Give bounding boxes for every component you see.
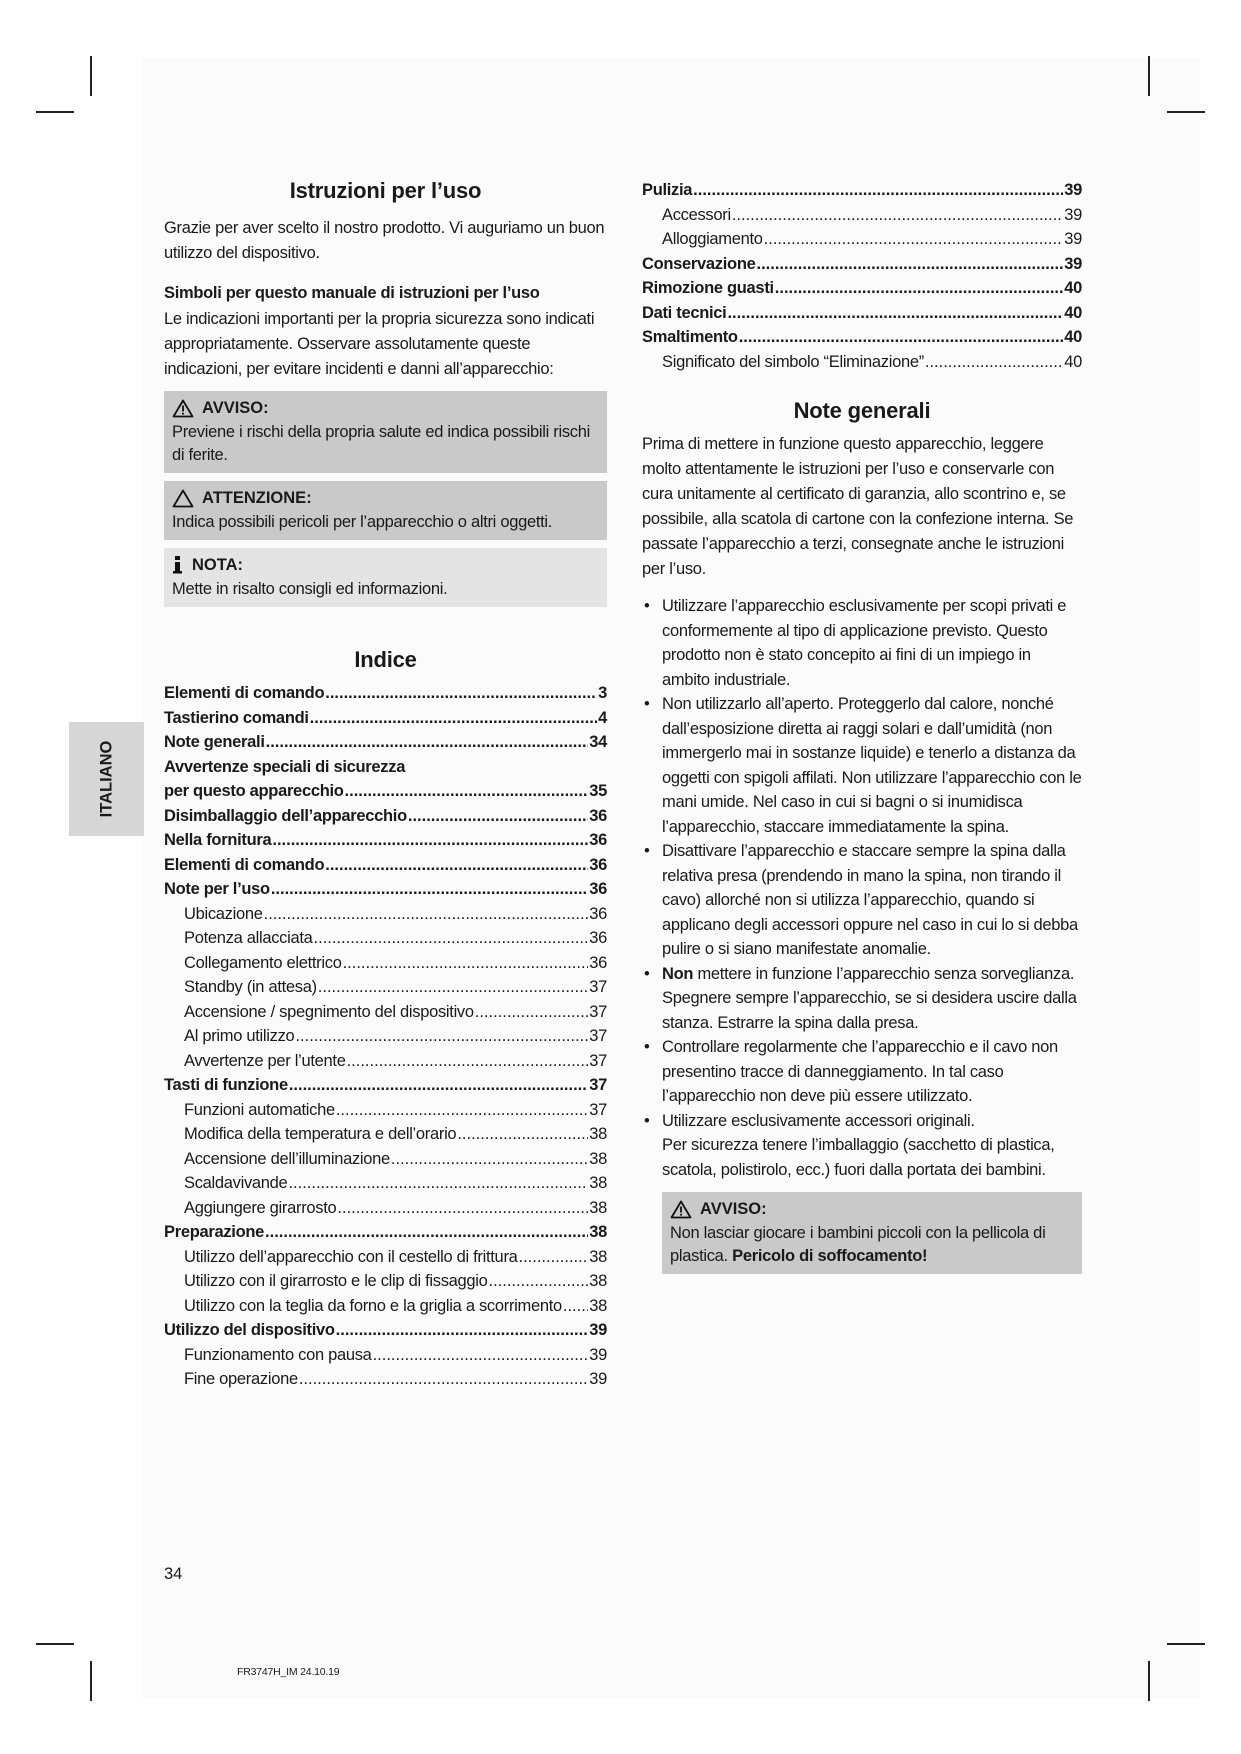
crop-mark: [90, 1661, 92, 1701]
crop-mark: [36, 1643, 74, 1645]
toc-entry-page: 39: [589, 1345, 607, 1364]
toc-entry: [164, 1269, 607, 1294]
toc-entry: [642, 227, 1082, 252]
toc-entry-page: 39: [1064, 230, 1082, 248]
toc-entry-label: Scaldavivande: [184, 1174, 288, 1192]
toc-leader-dots: [727, 301, 1063, 326]
toc-entry: [642, 325, 1082, 350]
toc-leader-dots: [337, 1196, 588, 1221]
toc-entry-page: 37: [589, 1100, 607, 1119]
note-box-head: [172, 552, 599, 578]
toc-leader-dots: [475, 1000, 588, 1025]
table-of-contents: [164, 681, 607, 1392]
toc-entry-label: Potenza allacciata: [184, 929, 313, 947]
toc-entry-page: 38: [589, 1125, 607, 1143]
list-item: • Controllare regolarmente che l’apparecchio e il cavo non presentino tracce di danneggiamento. In tal caso l’apparecchio non deve più essere utilizzato.: [642, 1035, 1082, 1109]
toc-entry-page: 4: [598, 708, 607, 727]
table-of-contents-continued: [642, 178, 1082, 374]
left-column: [164, 178, 607, 1392]
toc-entry-label: Elementi di comando: [164, 855, 325, 874]
toc-entry-page: 38: [589, 1272, 607, 1290]
warning-label: AVVISO:: [202, 399, 269, 417]
toc-leader-dots: [756, 252, 1063, 277]
toc-leader-dots: [264, 902, 589, 927]
toc-leader-dots: [265, 1220, 588, 1245]
toc-leader-dots: [299, 1367, 588, 1392]
warning-box-head: [172, 395, 599, 421]
toc-entry-page: 38: [589, 1174, 607, 1192]
toc-entry: [164, 730, 607, 755]
toc-entry: [164, 1367, 607, 1392]
toc-leader-dots: [373, 1343, 589, 1368]
toc-entry-label: Tasti di funzione: [164, 1076, 288, 1094]
toc-entry: [164, 755, 607, 780]
toc-entry-page: 38: [589, 1247, 607, 1266]
toc-entry: [164, 951, 607, 976]
crop-mark: [1148, 1661, 1150, 1701]
general-notes-text: Prima di mettere in funzione questo apparecchio, leggere molto attentamente le istruzioni per l’uso e conservarle con cura unitamente al certificato di garanzia, allo scontrino e, se possibile, alla scatola di cartone con la confezione interna. Se passate l’apparecchio a terzi, consegnate anche le istruzioni per l’uso.: [642, 435, 1074, 578]
toc-entry: [642, 350, 1082, 375]
symbols-text: Le indicazioni importanti per la propria sicurezza sono indicati appropriatamente. Osservare assolutamente queste indicazioni, per evitare incidenti e danni all’apparecchio:: [164, 310, 595, 378]
toc-entry-page: 36: [589, 929, 607, 947]
right-column: [642, 178, 1082, 1274]
toc-entry-label: Accessori: [662, 205, 731, 224]
toc-entry-page: 36: [589, 904, 607, 923]
crop-mark: [1167, 111, 1205, 113]
toc-entry: [164, 902, 607, 927]
list-item-text: mettere in funzione l’apparecchio senza sorveglianza. Spegnere sempre l’apparecchio, se si desidera uscire dalla stanza. Estrarre la spina dalla presa.: [662, 964, 1077, 1032]
toc-leader-dots: [272, 828, 588, 853]
packaging-text: Per sicurezza tenere l’imballaggio (sacchetto di plastica, scatola, polistirolo, ecc.) fuori dalla portata dei bambini.: [662, 1136, 1055, 1179]
crop-mark: [1148, 56, 1150, 96]
toc-entry-page: 37: [589, 1051, 607, 1070]
crop-mark: [90, 56, 92, 96]
toc-entry-label: Aggiungere girarrosto: [184, 1198, 337, 1217]
warning-box-suffocation: [662, 1192, 1082, 1274]
toc-entry-page: 36: [589, 855, 607, 874]
toc-entry-label: Disimballaggio dell’apparecchio: [164, 806, 407, 825]
general-notes-title: Note generali: [793, 398, 931, 423]
intro-text: Grazie per aver scelto il nostro prodotto. Vi auguriamo un buon utilizzo del dispositivo.: [164, 219, 605, 262]
toc-entry-label: Accensione / spegnimento del dispositivo: [184, 1002, 474, 1021]
toc-entry-label: Preparazione: [164, 1223, 265, 1241]
toc-entry: [164, 1000, 607, 1025]
toc-leader-dots: [289, 1073, 588, 1098]
language-tab-label: ITALIANO: [97, 740, 115, 818]
list-item: • Disattivare l’apparecchio e staccare sempre la spina dalla relativa presa (prendendo in mano la spina, non tirando il cavo) allorché non si utilizza l’apparecchio, quando si applicano degli accessori oppure nel caso in cui lo si debba pulire o si siano manifestate anomalie.: [642, 839, 1082, 962]
toc-leader-dots: [408, 804, 588, 829]
toc-leader-dots: [318, 975, 588, 1000]
warning-text: Previene i rischi della propria salute ed indica possibili rischi di ferite.: [172, 423, 590, 464]
toc-leader-dots: [336, 1318, 589, 1343]
toc-entry-page: 37: [589, 1076, 607, 1094]
toc-entry-label: Accensione dell’illuminazione: [184, 1149, 390, 1168]
toc-entry: [164, 853, 607, 878]
toc-entry-page: 38: [589, 1296, 607, 1315]
toc-entry-label: Utilizzo del dispositivo: [164, 1321, 335, 1339]
page-number: 34: [164, 1565, 183, 1583]
toc-leader-dots: [295, 1024, 588, 1049]
toc-leader-dots: [739, 325, 1064, 350]
language-tab: [69, 722, 144, 836]
toc-leader-dots: [310, 706, 597, 731]
toc-leader-dots: [457, 1122, 588, 1147]
toc-entry-label: Ubicazione: [184, 904, 263, 923]
toc-entry-label: Utilizzo con il girarrosto e le clip di fissaggio: [184, 1272, 488, 1290]
toc-entry-page: 36: [589, 831, 607, 849]
toc-entry: [164, 804, 607, 829]
note-text: Mette in risalto consigli ed informazioni.: [172, 580, 448, 598]
caution-text: Indica possibili pericoli per l’apparecchio o altri oggetti.: [172, 513, 553, 531]
toc-entry-page: 39: [1064, 254, 1082, 273]
warning-text: [670, 1222, 1074, 1268]
list-item: • Non utilizzarlo all’aperto. Proteggerlo dal calore, nonché dall’esposizione diretta ai raggi solari e dall’umidità (non immergerlo mai in sostanze liquide) e tenerlo a distanza da oggetti con spigoli affilati. Non utilizzare l’apparecchio con le mani umide. Nel caso in cui si bagni o si inumidisca l’apparecchio, staccare immediatamente la spina.: [642, 692, 1082, 839]
crop-mark: [1167, 1643, 1205, 1645]
crop-mark: [36, 111, 74, 113]
toc-entry-label: Dati tecnici: [642, 303, 727, 322]
toc-entry-label: Elementi di comando: [164, 684, 325, 702]
toc-entry-label: Smaltimento: [642, 328, 738, 346]
toc-entry: [164, 681, 607, 706]
warning-text-bold: Pericolo di soffocamento!: [732, 1247, 928, 1265]
toc-entry: [164, 1220, 607, 1245]
footer-code: FR3747H_IM 24.10.19: [237, 1666, 340, 1678]
toc-leader-dots: [325, 853, 588, 878]
toc-entry-label: Funzionamento con pausa: [184, 1345, 372, 1364]
toc-leader-dots: [314, 926, 589, 951]
toc-entry-label: Alloggiamento: [662, 230, 763, 248]
toc-entry: [164, 1343, 607, 1368]
toc-entry-page: 36: [589, 953, 607, 972]
toc-entry: [164, 1171, 607, 1196]
toc-leader-dots: [563, 1294, 588, 1319]
toc-entry-page: 34: [589, 733, 607, 751]
toc-entry-page: 3: [598, 684, 607, 702]
note-box: [164, 548, 607, 607]
toc-entry-page: 39: [1064, 181, 1082, 199]
toc-entry-page: 38: [589, 1149, 607, 1168]
toc-entry-label: Note generali: [164, 733, 265, 751]
warning-triangle-icon: [172, 399, 194, 418]
note-label: NOTA:: [192, 556, 244, 574]
toc-entry: [642, 203, 1082, 228]
toc-entry-label: per questo apparecchio: [164, 782, 344, 800]
toc-entry: [642, 276, 1082, 301]
toc-entry-page: 38: [589, 1223, 607, 1241]
toc-entry: [164, 975, 607, 1000]
toc-entry-label: Significato del simbolo “Eliminazione”: [662, 352, 924, 371]
toc-entry: [642, 252, 1082, 277]
toc-entry-label: Nella fornitura: [164, 831, 272, 849]
toc-entry: [164, 1318, 607, 1343]
toc-leader-dots: [325, 681, 597, 706]
info-icon: [172, 555, 184, 575]
toc-entry: [164, 828, 607, 853]
toc-entry-label: Al primo utilizzo: [184, 1027, 295, 1045]
toc-entry-page: 40: [1064, 279, 1082, 297]
warning-label: AVVISO:: [700, 1200, 767, 1218]
toc-leader-dots: [489, 1269, 589, 1294]
toc-leader-dots: [343, 951, 589, 976]
list-item: • Utilizzare esclusivamente accessori originali.: [642, 1109, 1082, 1134]
list-item: [642, 962, 1082, 1036]
toc-leader-dots: [345, 779, 589, 804]
page-title: Istruzioni per l’uso: [289, 178, 482, 203]
caution-triangle-icon: [172, 489, 194, 508]
caution-box-head: [172, 485, 599, 511]
list-item-bold: Non: [662, 964, 694, 983]
toc-entry: [164, 1049, 607, 1074]
toc-entry: [164, 1196, 607, 1221]
toc-entry-label: Note per l’uso: [164, 880, 270, 898]
toc-leader-dots: [693, 178, 1063, 203]
toc-entry-label: Avvertenze per l’utente: [184, 1051, 346, 1070]
toc-entry: [164, 779, 607, 804]
toc-entry-label: Pulizia: [642, 181, 693, 199]
toc-entry: [164, 1122, 607, 1147]
toc-entry-page: 39: [1064, 205, 1082, 224]
toc-entry-page: 39: [589, 1321, 607, 1339]
toc-entry-label: Standby (in attesa): [184, 978, 317, 996]
toc-leader-dots: [336, 1098, 588, 1123]
toc-leader-dots: [347, 1049, 589, 1074]
toc-entry-label: Fine operazione: [184, 1370, 298, 1388]
caution-box: [164, 481, 607, 540]
toc-entry: [164, 1245, 607, 1270]
warning-triangle-icon: [670, 1200, 692, 1219]
list-item: • Utilizzare l’apparecchio esclusivamente per scopi privati e conformemente al tipo di applicazione previsto. Questo prodotto non è stato concepito ai fini di un impiego in ambito industriale.: [642, 594, 1082, 692]
toc-entry: [642, 178, 1082, 203]
toc-leader-dots: [288, 1171, 588, 1196]
toc-leader-dots: [391, 1147, 588, 1172]
toc-entry-page: 37: [589, 1002, 607, 1021]
toc-entry-page: 40: [1064, 303, 1082, 322]
safety-list: [642, 594, 1082, 1182]
warning-box: [164, 391, 607, 473]
toc-entry-page: 36: [589, 806, 607, 825]
toc-entry-label: Tastierino comandi: [164, 708, 309, 727]
toc-entry-page: 37: [589, 978, 607, 996]
toc-entry-label: Rimozione guasti: [642, 279, 774, 297]
warning-text-main: Non lasciar giocare i bambini piccoli con la pellicola di plastica.: [670, 1224, 1046, 1265]
toc-entry-label: Funzioni automatiche: [184, 1100, 335, 1119]
toc-entry-page: 37: [589, 1027, 607, 1045]
toc-entry-label: Avvertenze speciali di sicurezza: [164, 757, 406, 776]
toc-entry: [164, 1147, 607, 1172]
toc-entry-page: 40: [1064, 328, 1082, 346]
toc-leader-dots: [764, 227, 1064, 252]
toc-entry: [164, 1098, 607, 1123]
toc-leader-dots: [266, 730, 589, 755]
toc-entry-label: Modifica della temperatura e dell’orario: [184, 1125, 457, 1143]
warning-box-head: [670, 1196, 1074, 1222]
toc-entry-page: 40: [1064, 352, 1082, 371]
toc-leader-dots: [271, 877, 588, 902]
toc-entry: [164, 877, 607, 902]
toc-entry: [164, 926, 607, 951]
caution-label: ATTENZIONE:: [202, 489, 312, 507]
index-title: Indice: [354, 647, 417, 672]
toc-entry: [164, 1073, 607, 1098]
toc-entry: [164, 1024, 607, 1049]
toc-entry: [164, 1294, 607, 1319]
toc-entry-label: Conservazione: [642, 254, 756, 273]
toc-entry: [164, 706, 607, 731]
toc-entry-page: 35: [589, 782, 607, 800]
toc-leader-dots: [519, 1245, 589, 1270]
toc-leader-dots: [775, 276, 1063, 301]
toc-entry-label: Utilizzo con la teglia da forno e la griglia a scorrimento: [184, 1296, 562, 1315]
toc-entry-label: Utilizzo dell’apparecchio con il cestello di frittura: [184, 1247, 518, 1266]
toc-leader-dots: [732, 203, 1063, 228]
toc-entry-page: 38: [589, 1198, 607, 1217]
toc-entry-page: 36: [589, 880, 607, 898]
toc-entry-label: Collegamento elettrico: [184, 953, 342, 972]
toc-leader-dots: [925, 350, 1063, 375]
toc-entry-page: 39: [589, 1370, 607, 1388]
toc-entry: [642, 301, 1082, 326]
symbols-heading: Simboli per questo manuale di istruzioni per l’uso: [164, 284, 540, 302]
